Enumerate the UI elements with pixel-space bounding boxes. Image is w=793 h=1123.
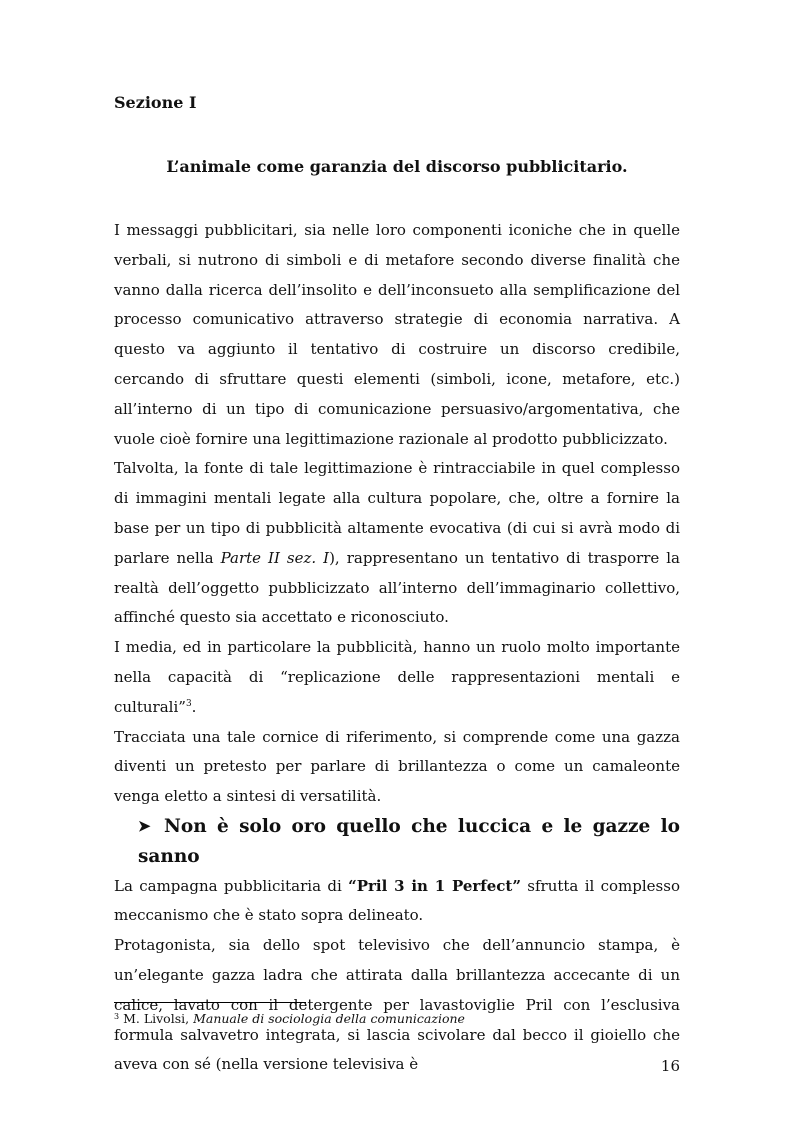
subsection-heading [114, 812, 680, 872]
paragraph-2-italic-ref: Parte II sez. I [220, 548, 330, 567]
footnote-title: Manuale di sociologia della comunicazione [193, 1011, 465, 1026]
section-heading: L’animale come garanzia del discorso pubblicitario. [166, 157, 628, 176]
paragraph-2-text-b: ), rappresentano un tentativo di trasporre la realtà dell’oggetto pubblicizzato all’interno dell’immaginario collettivo, affinché questo sia accettato e riconosciuto. [114, 548, 681, 627]
paragraph-5-text-b: sfrutta il complesso meccanismo che è stato sopra delineato. [114, 876, 680, 925]
section-label: Sezione I [114, 93, 197, 112]
paragraph-3 [114, 633, 680, 722]
paragraph-2-text-a: Talvolta, la fonte di tale legittimazione è rintracciabile in quel complesso di immagini mentali legate alla cultura popolare, che, oltre a fornire la base per un tipo di pubblicità altamente evocativa (di cui si avrà modo di parlare nella [114, 459, 680, 567]
paragraph-5-text-a: La campagna pubblicitaria di [114, 876, 349, 895]
paragraph-6: Protagonista, sia dello spot televisivo che dell’annuncio stampa, è un’elegante gazza ladra che attirata dalla brillantezza accecante di un calice, lavato con il detergente per lavastoviglie Pril con l’esclusiva formula salvavetro integrata, si lascia scivolare dal becco il gioiello che aveva con sé (nella versione televisiva è [114, 936, 680, 1074]
body-text [114, 216, 680, 1080]
page-number: 16 [660, 1057, 680, 1075]
footnote [114, 1011, 465, 1026]
product-name: “Pril 3 in 1 Perfect” [348, 876, 521, 895]
footnote-number: 3 [114, 1012, 120, 1021]
footnote-separator [114, 1002, 306, 1003]
paragraph-3-text-a: I media, ed in particolare la pubblicità, hanno un ruolo molto importante nella capacità di “replicazione delle rappresentazioni mentali e culturali” [114, 638, 680, 716]
footnote-author: M. Livolsi, [119, 1011, 194, 1026]
footnote-reference[interactable]: 3 [185, 698, 192, 709]
paragraph-2 [114, 454, 680, 633]
paragraph-5 [114, 872, 680, 932]
arrow-bullet-icon: ➤ [138, 816, 151, 835]
subsection-heading-text: Non è solo oro quello che luccica e le gazze lo sanno [138, 815, 680, 867]
paragraph-4: Tracciata una tale cornice di riferimento, si comprende come una gazza diventi un pretesto per parlare di brillantezza o come un camaleonte venga eletto a sintesi di versatilità. [114, 727, 680, 806]
paragraph-3-text-b: . [191, 697, 197, 716]
paragraph-1: I messaggi pubblicitari, sia nelle loro componenti iconiche che in quelle verbali, si nutrono di simboli e di metafore secondo diverse finalità che vanno dalla ricerca dell’insolito e dell’inconsueto alla semplificazione del processo comunicativo attraverso strategie di economia narrativa. A questo va aggiunto il tentativo di costruire un discorso credibile, cercando di sfruttare questi elementi (simboli, icone, metafore, etc.) all’interno di un tipo di comunicazione persuasivo/argomentativa, che vuole cioè fornire una legittimazione razionale al prodotto pubblicizzato. [114, 221, 680, 448]
